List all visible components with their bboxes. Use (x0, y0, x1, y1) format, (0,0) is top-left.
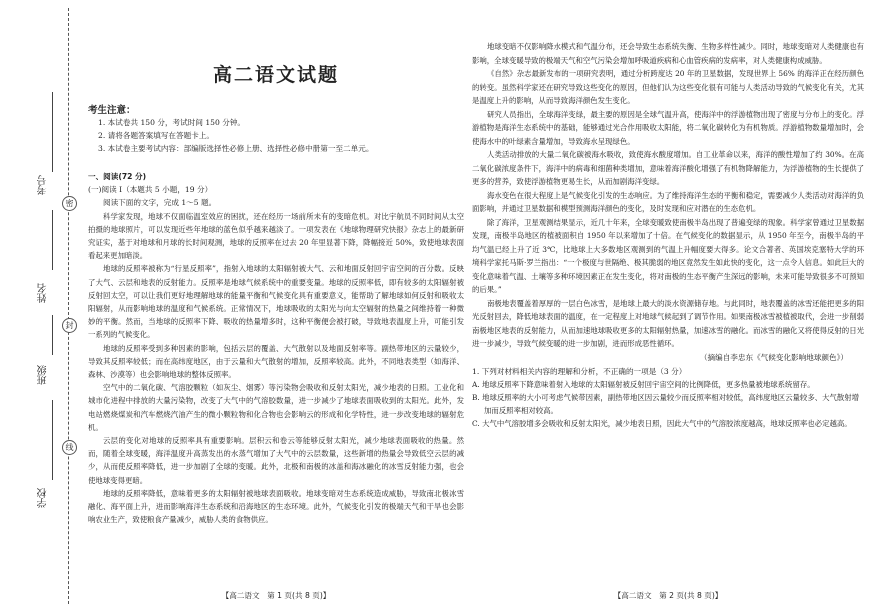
class-line (52, 315, 53, 355)
passage-paragraph: 地球的反照率受到多种因素的影响，包括云层的覆盖、大气散射以及地面反射率等。副热带地区的云量较少，导致其反照率较低；而在高纬度地区，由于云量和大气散射的增加，反照率较高。此外，不同地表类型（如海洋、森林、沙漠等）也会影响地球的整体反照率。 (88, 343, 464, 380)
passage-paragraph: 地球的反照率被称为“行星反照率”，指射入地球的太阳辐射被大气、云和地面反射回宇宙空间的百分数。反映了大气、云层和地表的反射能力。反照率是地球气候系统中的重要变量。地球的反照率低，即有较多的太阳辐射被反射回太空，可以让我们更好地理解地球的能量平衡和气候变化具有重要意义，能帮助了解地球如何反射和吸收太阳辐射，从而影响地球的温度和气候系统。正常情况下，地球吸收的太阳光与向太空辐射的热量之间维持着一种微妙的平衡。然而，当地球的反照率下降、吸收的热量增多时，这种平衡便会被打破，导致地表温度上升，可能引发一系列的气候变化。 (88, 264, 464, 340)
binding-margin (0, 0, 80, 615)
notice-block (88, 102, 464, 156)
school-line (52, 400, 53, 480)
passage-paragraph: 《自然》杂志最新发布的一项研究表明，通过分析跨度达 20 年的卫星数据，发现世界上 56% 的海洋正在经历颜色的转变。虽然科学家还在研究导致这些变化的原因，但他们认为这些变化很有可能与人类活动导致的气候变化有关，尤其是温度上升的影响，从而导致海洋颜色发生变化。 (472, 69, 864, 105)
notice-item: 2. 请将各题答案填写在答题卡上。 (98, 131, 214, 141)
passage-paragraph: 云层的变化对地球的反照率具有重要影响。层积云和卷云等能够反射太阳光，减少地球表面吸收的热量。然而，随着全球变暖，海洋温度升高蒸发出的水蒸气增加了大气中的云层数量，这些新增的热量会导致低空云层的减少，从而使反照率降低，进一步加剧了全球的变暖。此外，北极和南极的冰盖和海冰融化的冰雪反射能力强，也会使地球变得更暗。 (88, 436, 464, 485)
passage-paragraph: 地球的反照率降低，意味着更多的太阳辐射被地球表面吸收。地球变暗对生态系统造成威胁，导致南北极冰雪融化、海平面上升，进而影响海洋生态系统和沿海地区的生态环境。此外，气候变化引发的极端天气和干旱也会影响农业生产，致使粮食产量减少，威胁人类的食物供应。 (88, 488, 464, 525)
name-line (52, 210, 53, 270)
passage-paragraph: 海水变色在很大程度上是气候变化引发的生态响应。为了维持海洋生态的平衡和稳定，需要减少人类活动对海洋的负面影响，并通过卫星数据和模型预测海洋颜色的变化，及时发现和应对潜在的生态危机。 (472, 190, 864, 213)
notice-item: 3. 本试卷主要考试内容：部编版选择性必修上册、选择性必修中册第一至二单元。 (98, 144, 374, 154)
left-page (88, 0, 464, 615)
name-label: 姓名 (38, 283, 49, 303)
cut-char-feng: 封 (62, 318, 77, 333)
passage-paragraph: 人类活动排放的大量二氧化碳被海水吸收，致使海水酸度增加。自工业革命以来，海洋的酸性增加了约 30%。在高二氧化碳浓度条件下，海洋中的病毒和细菌种类增加，意味着海洋酸化增强了有机物降解能力，为浮游植物的生长提供了更多的营养，致使浮游植物更易生长，从而加剧海洋变绿。 (472, 150, 864, 186)
passage-paragraph: 除了海洋，卫星观测结果显示，近几十年来，全球变暖致使南极半岛出现了普遍变绿的现象。科学家曾通过卫星数据发现，南极半岛地区的植被面积自 1950 年以来增加了十倍。在气候变化的数据显示，从 1950 年至今，南极半岛的平均气温已经上升了近 3℃，比地球上大多数地区观测到的气温上升幅度要大得多。论文合著者、英国埃克塞特大学的环境科学家托马斯·罗兰指出：“一个极度与世隔绝、极其脆弱的地区竟然发生如此快的变化，这一点令人信息。如此巨大的变化意味着气温、土壤等多种环境因素正在发生变化，将对南极的生态平衡产生深远的影响，未来可能导致很多不可预知的后果。” (472, 217, 864, 294)
question-stem: 1. 下列对材料相关内容的理解和分析，不正确的一项是（3 分） (472, 366, 687, 376)
seal-dashed-line (68, 8, 69, 604)
reading-section (88, 170, 464, 526)
cut-char-mi: 密 (62, 196, 77, 211)
exam-no-label: 考号 (38, 175, 49, 195)
passage-paragraph: 科学家发现，地球不仅面临温室效应的困扰，还在经历一场前所未有的变暗危机。对比宇航员不同时间从太空拍摄的地球照片，可以发现近些年地球的蓝色似乎越来越淡了。一项发表在《地球物理研究快报》杂志上的最新研究证实，基于对地球和月球的长时间观测，地球的反照率在过去 20 年里显著下降，降幅接近 50%，致使地球表面看起来更加暗淡。 (88, 211, 464, 261)
class-label: 班级 (38, 365, 49, 385)
passage-continued (472, 40, 864, 430)
cut-char-xian: 线 (62, 440, 77, 455)
notice-title: 考生注意： (88, 105, 136, 116)
school-label: 学校 (38, 488, 49, 508)
section-heading: 一、阅读(72 分) (88, 172, 147, 181)
subsection-heading: (一)阅读 I（本题共 5 小题，19 分） (88, 185, 213, 195)
answer-option-c: C. 大气中气溶胶增多会吸收和反射太阳光，减少地表日照，因此大气中的气溶胶浓度越高，地球反照率也必定越高。 (472, 418, 852, 428)
passage-source: （摘编自李忠东《气候变化影响地球颜色》） (699, 352, 848, 362)
passage-paragraph: 空气中的二氧化碳、气溶胶颗粒（如灰尘、烟雾）等污染物会吸收和反射太阳光，减少地表的日照。工业化和城市化进程中排放的大量污染物，改变了大气中的气溶胶数量，进一步减少了地球表面吸收到的太阳光。此外，发电站燃烧煤炭和汽车燃烧汽油产生的微小颗粒物和化合物也会影响云的形成和化学特性，进一步改变地球的辐射危机。 (88, 383, 464, 432)
page-footer: 【高二语文 第 2 页(共 8 页)】 (613, 591, 723, 600)
right-page (472, 0, 864, 615)
exam-no-line (52, 92, 53, 172)
answer-option-b: B. 地球反照率的大小可考虑气候带因素，副热带地区因云量较少而反照率相对较低，高纬度地区云量较多、大气散射增加而反照率相对较高。 (472, 392, 860, 415)
answer-option-a: A. 地球反照率下降意味着射入地球的太阳辐射被反射回宇宙空间的比例降低，更多热量被地球系统留存。 (472, 379, 815, 389)
passage-paragraph: 地球变暗不仅影响降水模式和气温分布，还会导致生态系统失衡、生物多样性减少。同时，地球变暗对人类健康也有影响，全球变暖导致的极端天气和空气污染会增加呼吸道疾病和心血管疾病的发病率，对人类健康构成威胁。 (472, 42, 864, 65)
notice-item: 1. 本试卷共 150 分，考试时间 150 分钟。 (98, 118, 246, 127)
passage-paragraph: 南极地表覆盖着厚厚的一层白色冰雪，是地球上最大的淡水资源储存地。与此同时，地表覆盖的冰雪还能把更多的阳光反射回去，降低地球表面的温度，在一定程度上对地球气候起到了调节作用。如果南极冰雪被植被取代，会进一步削弱南极地区地表的反射能力，从而加速地球吸收更多的太阳辐射热量，加速冰雪的融化。而冰雪的融化又将使得反射的日光进一步减少，导致气候变暖的进一步加剧，进而形成恶性循环。 (472, 298, 864, 348)
reading-instruction: 阅读下面的文字，完成 1～5 题。 (103, 198, 217, 208)
exam-title: 高二语文试题 (212, 64, 339, 86)
passage-paragraph: 研究人员指出，全球海洋变绿，最主要的原因是全球气温升高，使海洋中的浮游植物出现了密度与分布上的变化。浮游植物是海洋生态系统中的基础，能够通过光合作用吸收太阳能，将二氧化碳转化为有机物质。浮游植物数量增加时，会使海水中的叶绿素含量增加，导致海水呈现绿色。 (472, 109, 864, 146)
page-footer: 【高二语文 第 1 页(共 8 页)】 (221, 591, 331, 600)
